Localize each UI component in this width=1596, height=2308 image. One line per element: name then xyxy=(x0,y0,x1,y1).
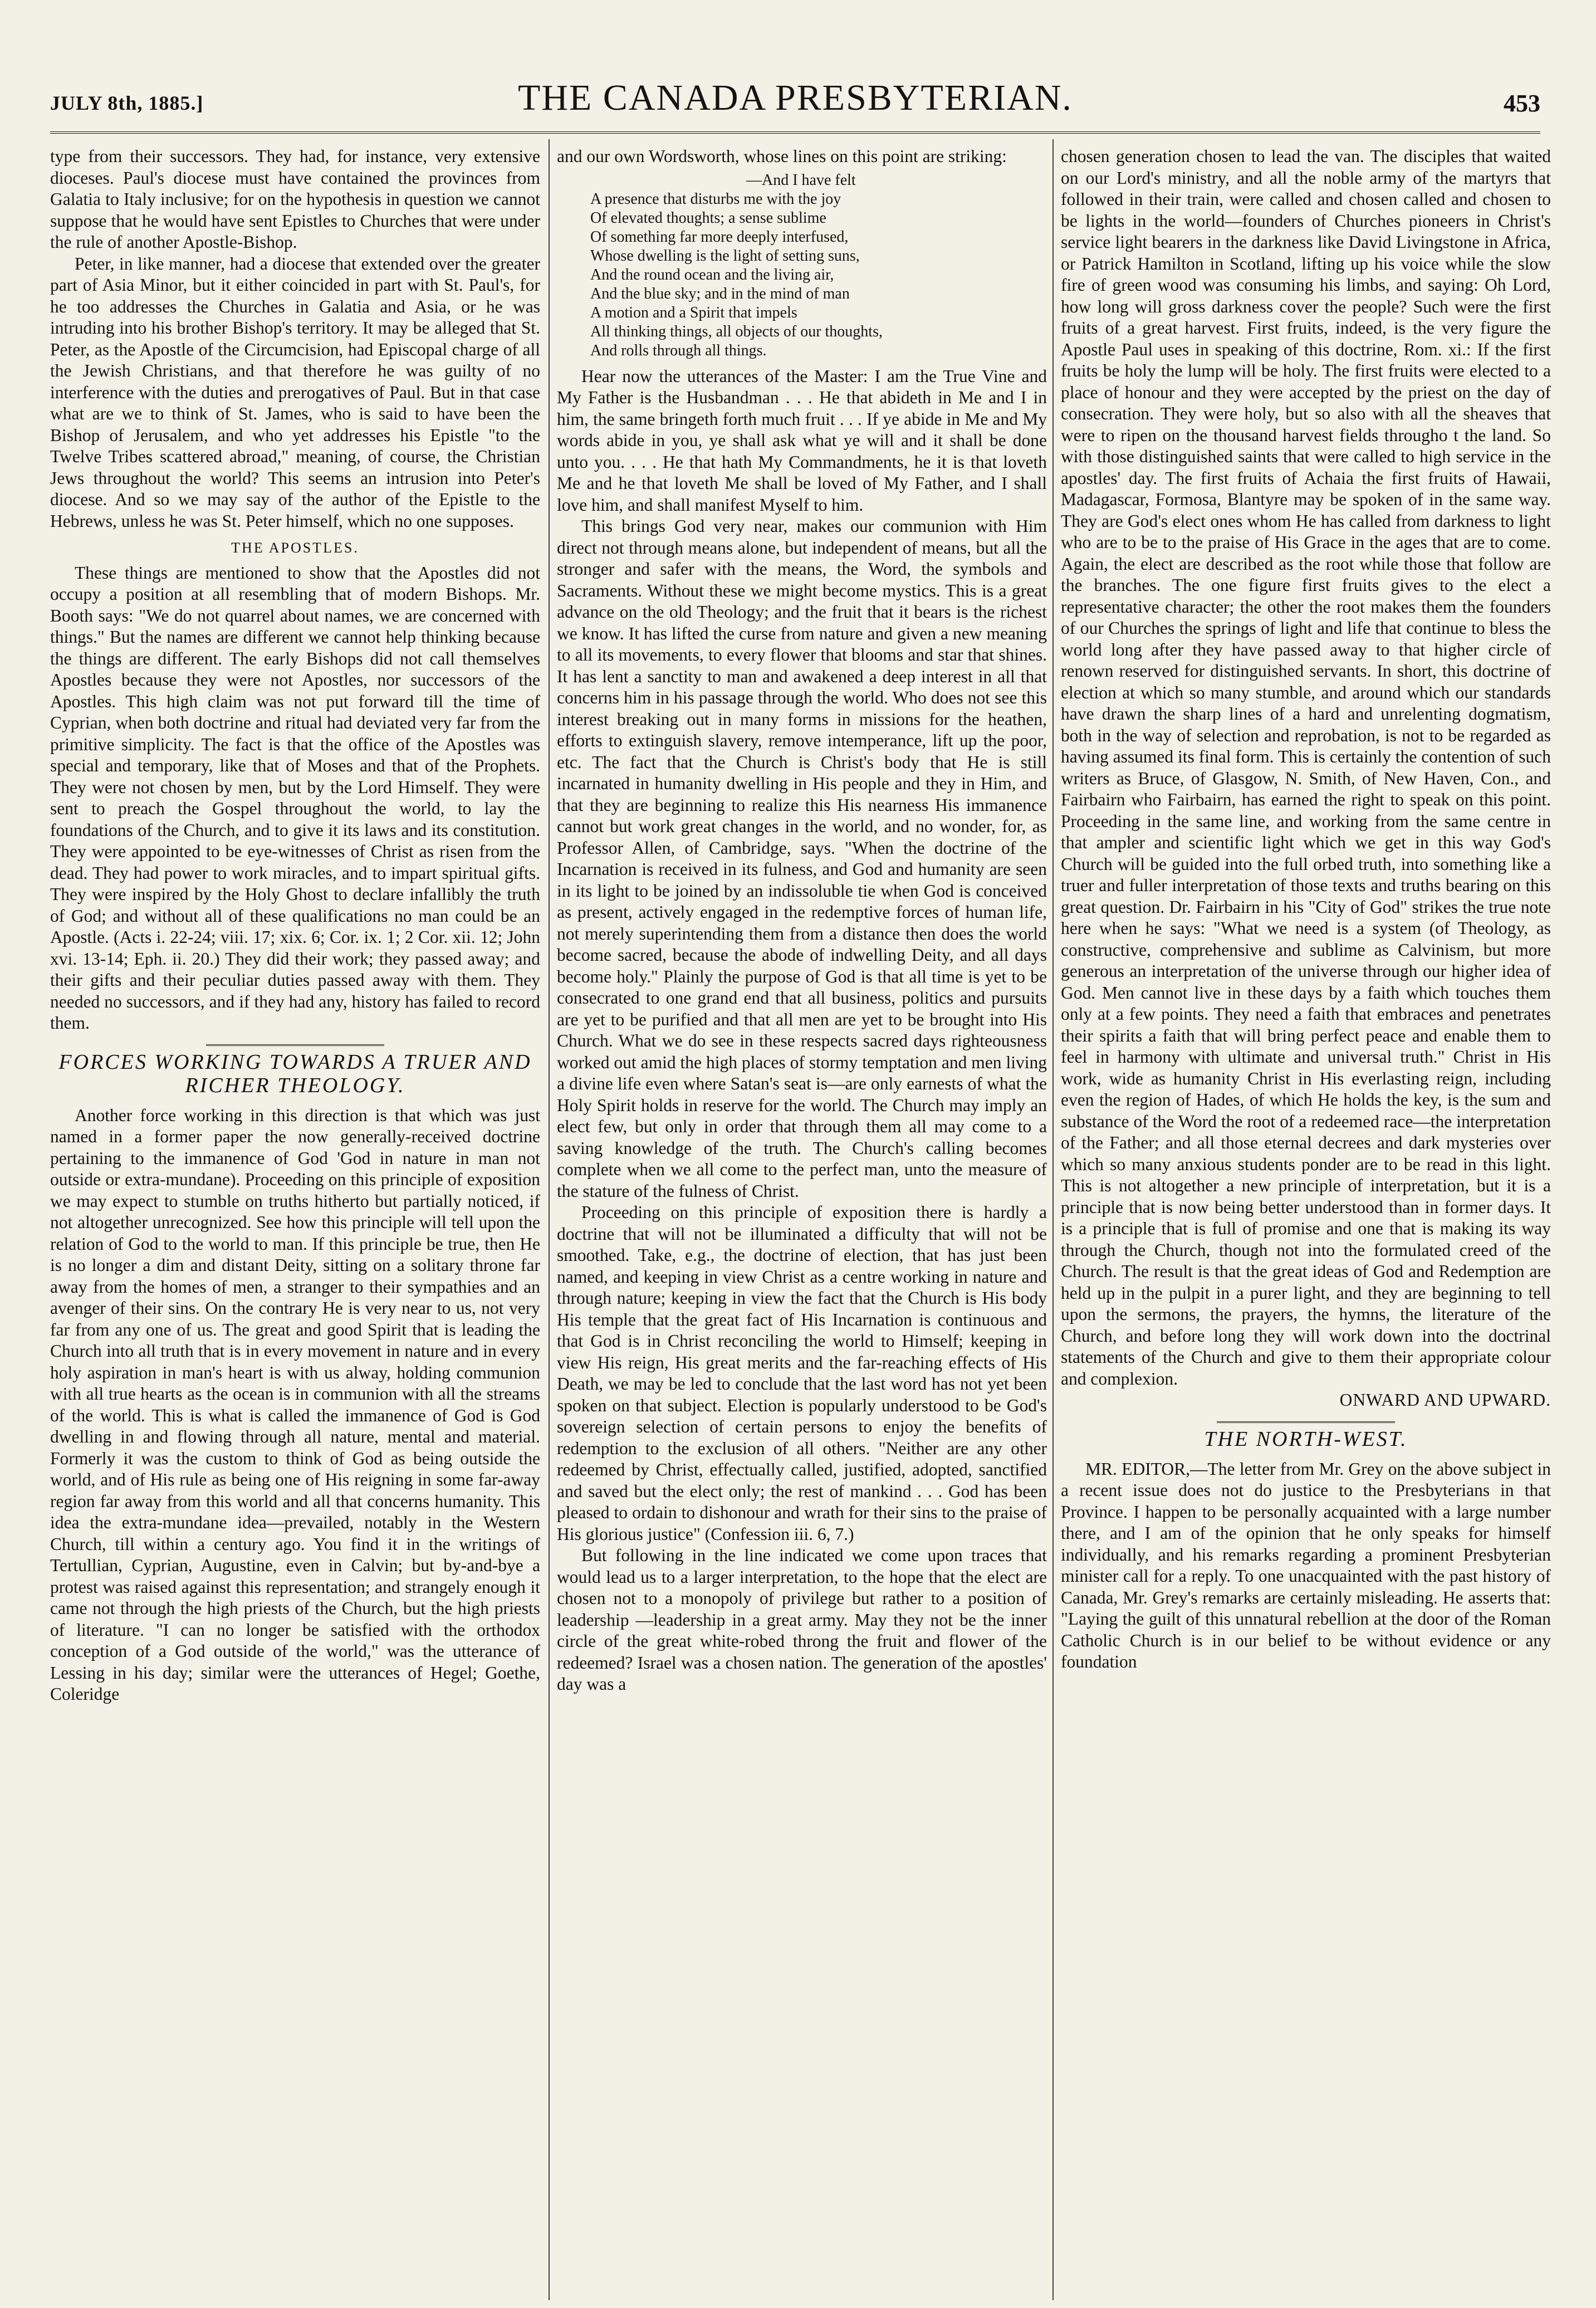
article-heading: THE NORTH-WEST. xyxy=(1204,1427,1408,1451)
column-1 xyxy=(50,146,540,2285)
poem-line: All thinking things, all objects of our thoughts, xyxy=(590,322,883,340)
paragraph: These things are mentioned to show that the Apostles did not occupy a position at all resembling that of modern Bishops. Mr. Booth says: "We do not quarrel about names, we are concerned with things." But the names are different we cannot help thinking because the things are different. The early Bishops did not call themselves Apostles because they were not Apostles, nor successors of the Apostles. This high claim was not put forward till the time of Cyprian, when both doctrine and ritual had deviated very far from the primitive simplicity. The fact is that the office of the Apostles was special and temporary, like that of Moses and that of the Prophets. They were not chosen by men, but by the Lord Himself. They were sent to preach the Gospel throughout the world, to lay the foundations of the Church, and to give it its laws and its constitution. They were appointed to be eye-witnesses of Christ as risen from the dead. They had power to work miracles, and to impart spiritual gifts. They were inspired by the Holy Ghost to declare infallibly the truth of God; and without all of these qualifications no man could be an Apostle. (Acts i. 22-24; viii. 17; xix. 6; Cor. ix. 1; 2 Cor. xii. 12; John xvi. 13-14; Eph. ii. 20.) They did their work; they passed away; and their gifts and their peculiar duties passed away with them. They needed no successors, and if they had any, history has failed to record them. xyxy=(50,563,540,1033)
signature: ONWARD AND UPWARD. xyxy=(1339,1390,1551,1410)
section-heading: THE APOSTLES. xyxy=(231,540,359,556)
column-divider xyxy=(1052,139,1054,2300)
article-divider xyxy=(1217,1421,1395,1423)
issue-date: JULY 8th, 1885.] xyxy=(50,92,204,114)
article-divider xyxy=(206,1044,384,1046)
paragraph: Peter, in like manner, had a diocese that extended over the greater part of Asia Minor, but it either coincided in part with St. Paul's, for he too addresses the Churches in Galatia and Asia, or he was intruding into his brother Bishop's territory. It may be alleged that St. Peter, as the Apostle of the Circumcision, had Episcopal charge of all the Jewish Christians, and that therefore he was guilty of no interference with the duties and prerogatives of Paul. But in that case what are we to think of St. James, who is said to have been the Bishop of Jerusalem, and who yet addresses his Epistle "to the Twelve Tribes scattered abroad," meaning, of course, the Christian Jews throughout the world? This seems an intrusion into Peter's diocese. And so we may say of the author of the Epistle to the Hebrews, unless he was St. Peter himself, which no one supposes. xyxy=(50,253,540,531)
masthead xyxy=(50,72,1540,128)
paragraph: Another force working in this direction is that which was just named in a former paper the now generally-received doctrine pertaining to the immanence of God 'God in nature in man not outside or extra-mundane). Proceeding on this principle of exposition we may expect to stumble on truths hitherto but partially noticed, if not altogether unrecognized. See how this principle will tell upon the relation of God to the world to man. If this principle be true, then He is no longer a dim and distant Deity, sitting on a solitary throne far away from the homes of men, a stranger to their sympathies and an avenger of their sins. On the contrary He is very near to us, not very far from any one of us. The great and good Spirit that is leading the Church into all truth that is in every movement in nature and in every holy aspiration in man's heart is with us alway, holding communion with all true hearts as the ocean is in communion with all the streams of the world. This is what is called the immanence of God is God dwelling in and flowing through all nature, mental and material. Formerly it was the custom to think of God as being outside the world, and of His rule as being one of His reigning in some far-away region far away from this world and all that concerns humanity. This idea the extra-mundane idea—prevailed, notably in the Western Church, till within a century ago. You find it in the writings of Tertullian, Cyprian, Augustine, even in Calvin; but by-and-bye a protest was raised against this representation; and strangely enough it came not through the high priests of the Church, but the high priests of literature. "I can no longer be satisfied with the orthodox conception of a God outside of the world," was the utterance of Lessing in his day; similar were the utterances of Hegel; Goethe, Coleridge xyxy=(50,1105,540,1704)
masthead-rule xyxy=(50,131,1540,134)
newspaper-title: THE CANADA PRESBYTERIAN. xyxy=(518,77,1073,118)
paragraph: type from their successors. They had, for instance, very extensive dioceses. Paul's diocese must have contained the provinces from Galatia to Italy inclusive; for on the hypothesis in question we cannot suppose that he would have sent Epistles to Churches that were under the rule of another Apostle-Bishop. xyxy=(50,146,540,252)
column-divider xyxy=(549,139,550,2300)
poem-line: Whose dwelling is the light of setting suns, xyxy=(590,247,860,265)
paragraph: This brings God very near, makes our communion with Him direct not through means alone, but independent of means, but all the stronger and safer with the means, the Word, the symbols and Sacraments. Without these we might become mystics. This is a great advance on the old Theology; and the fruit that it bears is the richest we know. It has lifted the curse from nature and given a new meaning to all its movements, to every flower that blooms and star that shines. It has lent a sanctity to man and awakened a deep interest in all that concerns him in his passage through the world. Who does not see this interest breaking out in many forms in missions for the heathen, efforts to extinguish slavery, remove intemperance, lift up the poor, etc. The fact that the Church is Christ's body that He is still incarnated in humanity dwelling in His people and they in Him, and that they are beginning to realize this His nearness His immanence cannot but work great changes in the world, and no wonder, for, as Professor Allen, of Cambridge, says. "When the doctrine of the Incarnation is received in its fulness, and God and humanity are seen in its light to be joined by an indissoluble tie when God is conceived as present, actively engaged in the redemptive forces of human life, not merely superintending them from a distance then does the world become sacred, because the abode of indwelling Deity, and all days become holy." Plainly the purpose of God is that all time is yet to be consecrated to one grand end that all business, politics and pursuits are yet to be purified and that all men are yet to be brought into His Church. What we do see in these respects sacred days righteousness worked out amid the high places of stormy temptation and men living a divine life even where Satan's seat is—are only earnests of what the Holy Spirit holds in reserve for the world. The Church may imply an elect few, but only in order that through them all may come to a saving knowledge of the truth. The Church's calling becomes complete when we all come to the perfect man, unto the measure of the stature of the fulness of Christ. xyxy=(557,516,1047,1201)
poem-line: Of elevated thoughts; a sense sublime xyxy=(590,209,826,227)
poem-line: —And I have felt xyxy=(746,171,856,189)
article-heading: FORCES WORKING TOWARDS A TRUER AND RICHER THEOLOGY. xyxy=(58,1050,532,1097)
poem-line: A motion and a Spirit that impels xyxy=(590,304,797,321)
paragraph: Hear now the utterances of the Master: I am the True Vine and My Father is the Husbandman . . . He that abideth in Me and I in him, the same bringeth forth much fruit . . . If ye abide in Me and My words abide in you, ye shall ask what ye will and it shall be done unto you. . . . He that hath My Commandments, he it is that loveth Me and he that loveth Me shall be loved of My Father, and I shall love him, and shall manifest Myself to him. xyxy=(557,366,1047,515)
poem-line: A presence that disturbs me with the joy xyxy=(590,190,841,208)
poem-line: Of something far more deeply interfused, xyxy=(590,228,849,246)
paragraph: chosen generation chosen to lead the van. The disciples that waited on our Lord's ministry, and all the noble army of the martyrs that followed in their train, were called and chosen called and chosen to be lights in the world—founders of Churches pioneers in Christ's service light bearers in the darkness like David Livingstone in Africa, or Patrick Hamilton in Scotland, lifting up his voice while the slow fire of green wood was consuming his limbs, and saying: Oh Lord, how long will gross darkness cover the people? Such were the first fruits of a great harvest. First fruits, indeed, is the very figure the Apostle Paul uses in speaking of this doctrine, Rom. xi.: If the first fruits be holy the lump will be holy. The first fruits were elected to a place of honour and they were accepted by the priest on the day of consecration. They were holy, but so also with all the sheaves that were to ripen on the thousand harvest fields througho t the land. So with those distinguished saints that were called to high service in the apostles' day. The first fruits of Achaia the first fruits of Hawaii, Madagascar, Formosa, Blantyre may be spoken of in the same way. They are God's elect ones whom He has called from darkness to light who are to be to the praise of His Grace in the ages that are to come. Again, the elect are described as the root while those that follow are the branches. The one figure first fruits gives to the elect a representative character; the other the root makes them the founders of our Churches the springs of light and life that continue to bless the world long after they have passed away to that higher circle of renown reserved for distinguished servants. In short, this doctrine of election at which so many stumble, and around which our standards have drawn the sharp lines of a hard and unrelenting dogmatism, both in the way of selection and reprobation, is not to be regarded as having assumed its final form. This is certainly the contention of such writers as Bruce, of Glasgow, N. Smith, of New Haven, Con., and Fairbairn who Fairbairn, has earned the right to speak on this point. Proceeding in the same line, and working from the same centre in that ampler and scientific light which we get in this way God's Church will be guided into the full orbed truth, into something like a truer and fuller interpretation of those texts and truths bearing on this great question. Dr. Fairbairn in his "City of God" strikes the true note here when he says: "What we need is a system (of Theology, as constructive, comprehensive and sublime as Calvinism, but more generous an interpretation of the universe through our higher idea of God. Men cannot live in these days by a faith which touches them only at a few points. They need a faith that embraces and penetrates their spirits a faith that will bring perfect peace and enable them to feel in harmony with ultimate and universal truth." Christ in His work, wide as humanity Christ in His everlasting reign, including even the region of Hades, of which He holds the key, is the sum and substance of the Word the root of a redeemed race—the interpretation of the Father; and all those eternal decrees and dark mysteries over which so many anxious students ponder are to be read in this light. This is not altogether a new principle of interpretation, but it is a principle that is now being better understood than in former days. It is a principle that is full of promise and one that is making its way through the Church, though not into the formulated creed of the Church. The result is that the great ideas of God and Redemption are held up in the pulpit in a purer light, and they are beginning to tell upon the sermons, the prayers, the hymns, the literature of the Church, and before long they will work down into the doctrinal statements of the Church and give to them their appropriate colour and complexion. xyxy=(1061,146,1551,1388)
column-2 xyxy=(557,146,1047,2285)
paragraph: and our own Wordsworth, whose lines on this point are striking: xyxy=(557,146,1007,166)
poem-line: And the round ocean and the living air, xyxy=(590,266,834,283)
paragraph: Proceeding on this principle of exposition there is hardly a doctrine that will not be illuminated a difficulty that will not be smoothed. Take, e.g., the doctrine of election, that has just been named, and keeping in view Christ as a centre working in nature and through nature; keeping in view the fact that the Church is His body His temple that the great fact of His Incarnation is continuous and that God is in Christ reconciling the world to Himself; keeping in view His reign, His great merits and the far-reaching effects of His Death, we may be led to conclude that the last word has not yet been spoken on that subject. Election is popularly understood to be God's sovereign selection of certain persons to enjoy the benefits of redemption to the exclusion of all others. "Neither are any other redeemed by Christ, effectually called, justified, adopted, sanctified and saved but the elect only; the rest of mankind . . . God has been pleased to ordain to dishonour and wrath for their sins to the praise of His glorious justice" (Confession iii. 6, 7.) xyxy=(557,1202,1047,1544)
paragraph: MR. EDITOR,—The letter from Mr. Grey on the above subject in a recent issue does not do justice to the Presbyterians in that Province. I happen to be personally acquainted with a large number there, and I am of the opinion that he only speaks for himself individually, and his remarks regarding a prominent Presbyterian minister call for a reply. To one unacquainted with the past history of Canada, Mr. Grey's remarks are certainly misleading. He asserts that: "Laying the guilt of this unnatural rebellion at the door of the Roman Catholic Church is in our belief to be without evidence or any foundation xyxy=(1061,1459,1551,1671)
page-number: 453 xyxy=(1504,90,1540,117)
poem-line: And the blue sky; and in the mind of man xyxy=(590,285,850,302)
poem-quote xyxy=(557,171,1047,360)
column-3 xyxy=(1061,146,1551,2285)
poem-line: And rolls through all things. xyxy=(590,341,767,359)
paragraph: But following in the line indicated we come upon traces that would lead us to a larger interpretation, to the hope that the elect are chosen not to a monopoly of privilege but rather to a position of leadership —leadership in a great army. May they not be the inner circle of the great white-robed throng the fruit and flower of the redeemed? Israel was a chosen nation. The generation of the apostles' day was a xyxy=(557,1546,1047,1694)
signature-line xyxy=(1061,1390,1551,1411)
